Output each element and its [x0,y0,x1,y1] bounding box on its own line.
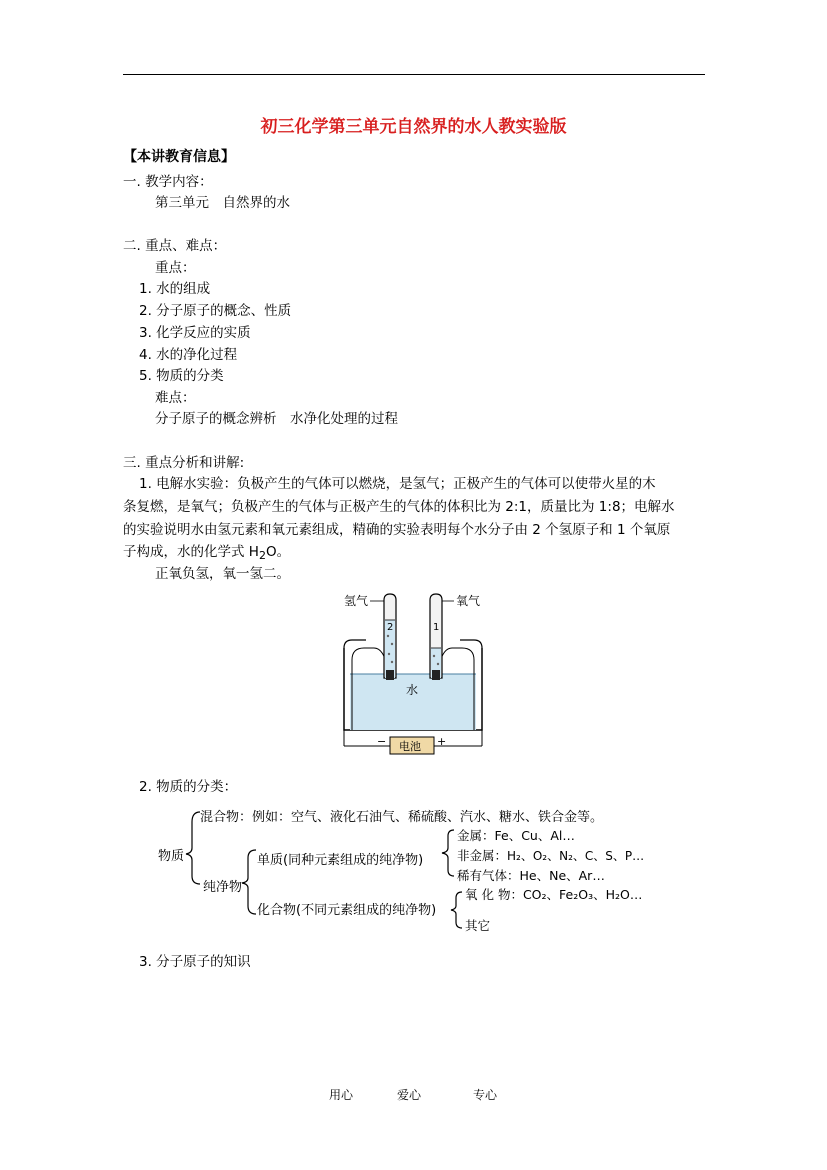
section-header: 【本讲教育信息】 [123,149,235,165]
formula-prefix: 子构成，水的化学式 H [123,544,259,560]
item2-heading: 2. 物质的分类： [139,779,238,795]
battery-label: 电池 [399,740,421,753]
noble-gas-line: 稀有气体：He、Ne、Ar… [457,868,605,883]
brace-compound [451,892,462,928]
formula-suffix: O。 [265,544,291,560]
classification-root: 物质 [158,849,185,864]
nonmetal-line [457,846,644,864]
paragraph-line: 1. 电解水实验：负极产生的气体可以燃烧，是氢气；正极产生的气体可以使带火星的木 [139,476,656,492]
key-point-item: 2. 分子原子的概念、性质 [139,303,292,319]
difficult-content: 分子原子的概念辨析 水净化处理的过程 [155,411,398,427]
oxygen-label: 氧气 [456,594,481,608]
mnemonic: 正氧负氢，氧一氢二。 [155,566,290,582]
metal-line: 金属：Fe、Cu、Al… [457,828,575,843]
footer-text: 爱心 [397,1088,422,1102]
brace-element [442,830,454,876]
water-label: 水 [406,683,419,697]
part1-content: 第三单元 自然界的水 [155,195,290,211]
hydrogen-label: 氢气 [344,594,369,608]
nonmetal-label: 非金属： [457,848,508,863]
part2-heading: 二. 重点、难点： [123,238,227,254]
electrolysis-diagram [330,590,490,758]
anode [432,670,440,680]
difficult-label: 难点： [155,390,196,406]
paragraph-line: 条复燃，是氧气；负极产生的气体与正极产生的气体的体积比为 2:1，质量比为 1:8；电解水 [123,499,675,515]
paragraph-line [123,540,290,562]
part1-heading: 一. 教学内容： [123,174,213,190]
header-rule [123,74,705,75]
minus-sign: − [377,735,387,748]
other-line: 其它 [465,918,491,933]
nonmetal-list: H₂、O₂、N₂、C、S、P… [507,849,645,863]
element-line: 单质(同种元素组成的纯净物) [257,853,424,868]
tube-number-right: 1 [433,622,440,633]
key-point-item: 4. 水的净化过程 [139,347,238,363]
classification-braces [184,808,474,938]
paragraph-line: 的实验说明水由氢元素和氧元素组成，精确的实验表明每个水分子由 2 个氢原子和 1 个氧原 [123,522,671,538]
pure-substance: 纯净物 [203,880,243,895]
document-title: 初三化学第三单元自然界的水人教实验版 [260,117,567,137]
mixture-line: 混合物：例如：空气、液化石油气、稀硫酸、汽水、糖水、铁合金等。 [200,810,604,825]
key-point-item: 3. 化学反应的实质 [139,325,251,341]
item3-heading: 3. 分子原子的知识 [139,954,251,970]
cathode [386,670,394,680]
part3-heading: 三. 重点分析和讲解: [123,455,245,471]
oxide-line: 氧 化 物：CO₂、Fe₂O₃、H₂O… [465,887,643,902]
key-point-item: 1. 水的组成 [139,281,211,297]
footer-text: 专心 [473,1088,498,1102]
plus-sign: + [437,735,447,748]
formula-subscript: 2 [258,549,266,562]
key-point-item: 5. 物质的分类 [139,368,224,384]
tube-number-left: 2 [387,622,394,633]
key-points-label: 重点： [155,260,196,276]
brace-main [186,812,200,884]
brace-pure [242,850,256,914]
footer-text: 用心 [329,1088,354,1102]
compound-line: 化合物(不同元素组成的纯净物) [257,903,437,918]
